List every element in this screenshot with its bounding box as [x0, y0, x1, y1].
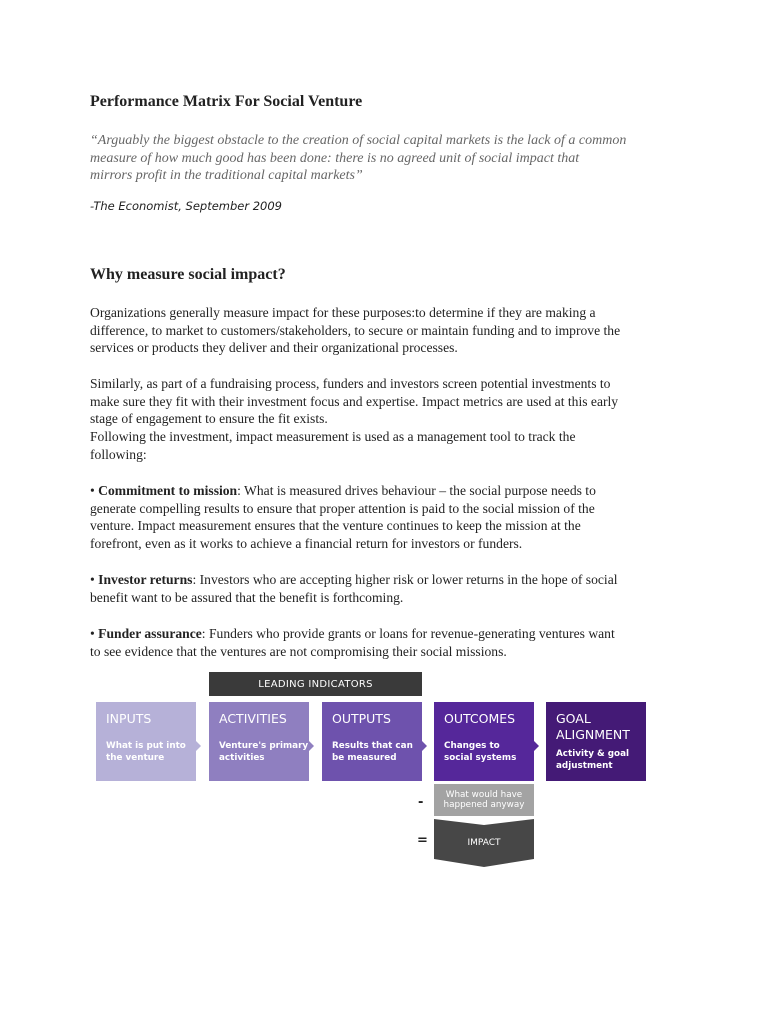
- paragraph-line: make sure they fit with their investment focus and expertise. Impact metrics are used at this early: [90, 393, 619, 409]
- minus-sign: -: [418, 795, 424, 810]
- stage-inputs: [96, 702, 196, 781]
- equals-sign: =: [417, 833, 428, 848]
- bullet-line: to see evidence that the ventures are not compromising their social missions.: [90, 643, 507, 659]
- bullet-term: Investor returns: [98, 572, 193, 587]
- paragraph-line: following:: [90, 446, 147, 462]
- stage-description: [444, 741, 524, 764]
- bullet-text: : Investors who are accepting higher risk or lower returns in the hope of social: [192, 572, 618, 587]
- impact-label: IMPACT: [467, 838, 501, 848]
- bullet-first-line: [90, 571, 682, 589]
- stage-description: [219, 741, 309, 764]
- paragraph-line: difference, to market to customers/stakeholders, to secure or maintain funding and to improve the: [90, 322, 621, 338]
- paragraph-line: services or products they deliver and their organizational processes.: [90, 340, 458, 356]
- quote-line: mirrors profit in the traditional capital markets”: [90, 168, 363, 183]
- bullet-line: venture. Impact measurement ensures that the venture continues to keep the mission at the: [90, 518, 581, 534]
- stage-description: [106, 741, 186, 764]
- impact-chevron: [434, 819, 534, 867]
- quote-line: measure of how much good has been done: there is no agreed unit of social impact that: [90, 150, 580, 166]
- bullet-text: : What is measured drives behaviour – the social purpose needs to: [237, 483, 596, 498]
- bullet-term: Commitment to mission: [98, 483, 238, 498]
- stage-title: OUTPUTS: [332, 711, 391, 726]
- bullet-commitment: [90, 482, 682, 553]
- stage-goal-alignment: [546, 702, 646, 781]
- bullet-term: Funder assurance: [98, 626, 202, 641]
- stage-description-line: Venture's primary: [219, 741, 309, 751]
- economist-quote: [90, 132, 680, 185]
- bullet-line: generate compelling results to ensure that proper attention is paid to the social mission of the: [90, 500, 595, 516]
- chevron-right-icon: [422, 741, 427, 751]
- bullet-investor-returns: [90, 571, 682, 606]
- page-title: Performance Matrix For Social Venture: [90, 93, 363, 110]
- chevron-right-icon: [196, 741, 201, 751]
- stage-title: INPUTS: [106, 711, 152, 726]
- paragraph-fundraising: [90, 375, 682, 464]
- bullet-first-line: [90, 482, 682, 500]
- stage-description-line: adjustment: [556, 760, 613, 771]
- stage-description-line: What is put into: [106, 741, 186, 751]
- stage-title: ACTIVITIES: [219, 711, 287, 726]
- quote-source: -The Economist, September 2009: [90, 199, 283, 213]
- stage-description-line: Results that can: [332, 741, 413, 751]
- bullet-funder-assurance: [90, 625, 682, 660]
- stage-description-line: social systems: [444, 752, 517, 763]
- bullet-first-line: [90, 625, 682, 643]
- bullet-line: forefront, even as it works to achieve a financial return for investors or funders.: [90, 536, 523, 552]
- quote-line: “Arguably the biggest obstacle to the creation of social capital markets is the lack of a common: [90, 133, 627, 148]
- paragraph-purposes: [90, 304, 682, 357]
- bullet-marker: •: [90, 483, 99, 498]
- stage-activities: [209, 702, 309, 781]
- paragraph-line: Organizations generally measure impact for these purposes:to determine if they are making a: [90, 305, 596, 320]
- paragraph-line: Similarly, as part of a fundraising process, funders and investors screen potential investments to: [90, 376, 611, 391]
- bullet-text: : Funders who provide grants or loans for revenue-generating ventures want: [201, 626, 615, 641]
- paragraph-line: stage of engagement to ensure the fit exists.: [90, 411, 328, 427]
- stage-title: ALIGNMENT: [556, 727, 630, 742]
- stage-description-line: Activity & goal: [556, 749, 630, 759]
- paragraph-line: Following the investment, impact measurement is used as a management tool to track the: [90, 429, 576, 445]
- stage-description: [556, 749, 636, 772]
- stage-outcomes: [434, 702, 534, 781]
- section-heading: Why measure social impact?: [90, 266, 286, 283]
- happened-anyway-line: happened anyway: [443, 800, 525, 810]
- bullet-marker: •: [90, 626, 99, 641]
- stage-title: OUTCOMES: [444, 711, 516, 726]
- happened-anyway-line: What would have: [445, 789, 523, 800]
- leading-indicators-bar: LEADING INDICATORS: [209, 672, 422, 696]
- stage-description-line: be measured: [332, 752, 397, 763]
- stage-outputs: [322, 702, 422, 781]
- stage-description-line: Changes to: [444, 741, 500, 751]
- chevron-right-icon: [309, 741, 314, 751]
- stage-description-line: the venture: [106, 752, 165, 763]
- chevron-right-icon: [534, 741, 539, 751]
- stage-description-line: activities: [219, 752, 265, 763]
- bullet-marker: •: [90, 572, 99, 587]
- stage-description: [332, 741, 412, 764]
- bullet-line: benefit want to be assured that the benefit is forthcoming.: [90, 589, 404, 605]
- happened-anyway-box: [434, 784, 534, 816]
- stage-title: GOAL: [556, 711, 591, 726]
